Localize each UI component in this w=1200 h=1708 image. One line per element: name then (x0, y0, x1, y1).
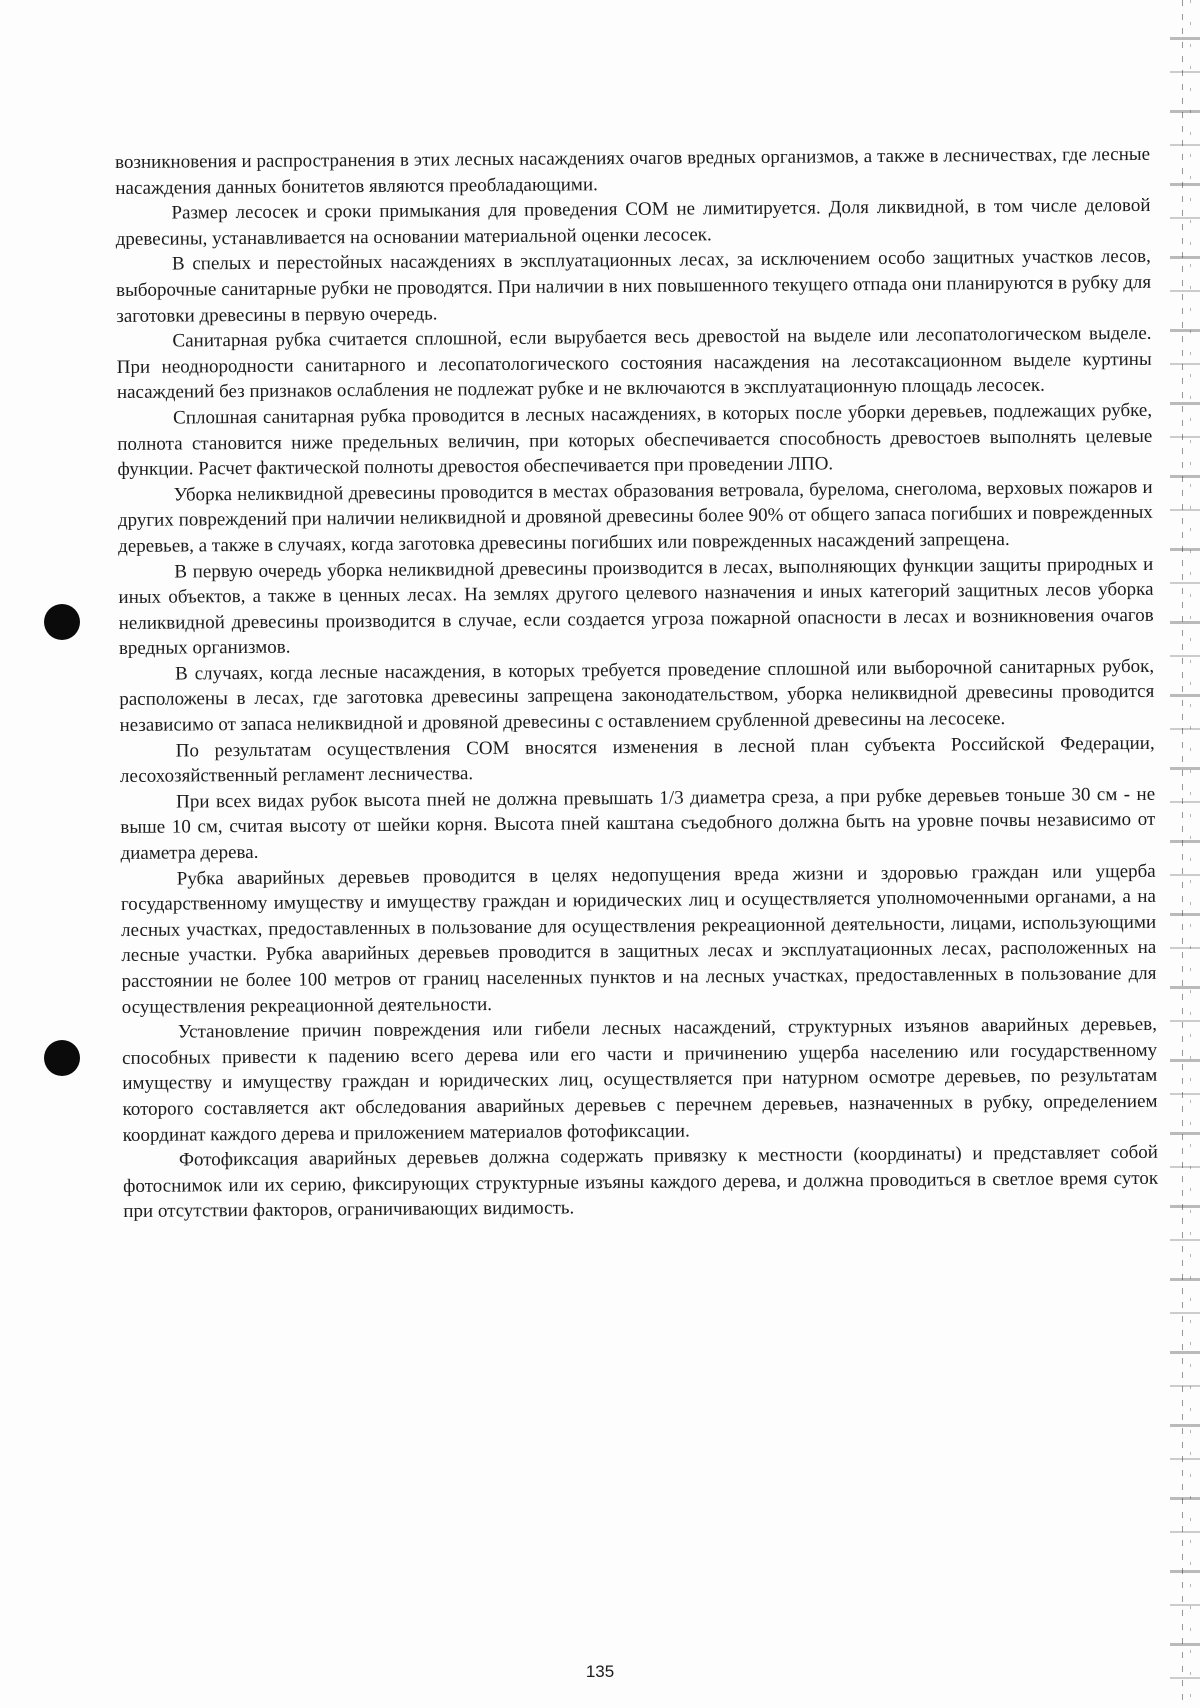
paragraph-stump-height: При всех видах рубок высота пней не должна превышать 1/3 диаметра среза, а при рубке деревьев тоньше 30 см - не выше 10 см, считая высоту от шейки корня. Высота пней каштана съедобного должна быть на уровне почвы независимо от диаметра дерева. (120, 783, 1156, 865)
punch-hole-upper (44, 604, 80, 640)
paragraph-lesoseki-size: Размер лесосек и сроки примыкания для проведения СОМ не лимитируется. Доля ликвидной, в том числе деловой древесины, устанавливается на основании материальной оценки лесосек. (115, 195, 1151, 250)
page-number: 135 (585, 1662, 615, 1681)
paragraph-nonmerchantable-removal: Уборка неликвидной древесины проводится в местах образования ветровала, бурелома, снеголома, верховых пожаров и других повреждений при наличии неликвидной и дровяной древесины более 90% от общего запаса погибших и поврежденных деревьев, а также в случаях, когда заготовка древесины погибших или поврежденных насаждений запрещена. (117, 476, 1153, 557)
scan-edge-artifact (1170, 0, 1200, 1708)
paragraph-clear-sanitary-cutting: Сплошная санитарная рубка проводится в лесных насаждениях, в которых после уборки деревьев, подлежащих рубке, полнота становится ниже предельных величин, при которых обеспечивается способность древостоев выполнять целевые функции. Расчет фактической полноты древостоя обеспечивается при проведении ЛПО. (117, 399, 1153, 481)
punch-hole-lower (44, 1040, 80, 1076)
paragraph-mature-stands: В спелых и перестойных насаждениях в эксплуатационных лесах, за исключением особо защитных участков лесов, выборочные санитарные рубки не проводятся. При наличии в них повышенного текущего отпада они планируются в рубку для заготовки древесины в первую очередь. (116, 246, 1152, 327)
paragraph-continuation: возникновения и распространения в этих лесных насаждениях очагов вредных организмов, а также в лесничествах, где лесные насаждения данных бонитетов являются преобладающими. (115, 143, 1151, 199)
body-text (115, 142, 1158, 1225)
paragraph-forest-plan-changes: По результатам осуществления СОМ вносятся изменения в лесной план субъекта Российской Федерации, лесохозяйственный регламент лесничества. (119, 732, 1155, 788)
paragraph-prohibited-harvest: В случаях, когда лесные насаждения, в которых требуется проведение сплошной или выборочной санитарных рубок, расположены в лесах, где заготовка древесины запрещена законодательством, уборка неликвидной древесины проводится независимо от запаса неликвидной и дровяной древесины с оставлением срубленной древесины на лесосеке. (119, 655, 1155, 737)
paragraph-clear-cut-definition: Санитарная рубка считается сплошной, если вырубается весь древостой на выделе или лесопатологическом выделе. При неоднородности санитарного и лесопатологического состояния насаждения на лесотаксационном выделе куртины насаждений без признаков ослабления не подлежат рубке и не включаются в эксплуатационную площадь лесосек. (116, 323, 1152, 404)
paragraph-photo-documentation: Фотофиксация аварийных деревьев должна содержать привязку к местности (координаты) и представляет собой фотоснимок или их серию, фиксирующих структурные изъяны каждого дерева, и должна проводиться в светлое время суток при отсутствии факторов, ограничивающих видимость. (123, 1141, 1159, 1223)
paragraph-hazard-trees: Рубка аварийных деревьев проводится в целях недопущения вреда жизни и здоровью граждан или ущерба государственному имуществу и имуществу граждан и юридических лиц и осуществляется уполномоченными органами, а на лесных участках, предоставленных в пользование для осуществления рекреационной деятельности, лицами, использующими лесные участки. Рубка аварийных деревьев проводится в защитных лесах и эксплуатационных лесах, расположенных на расстоянии не более 100 метров от границ населенных пунктов и на лесных участках, предоставленных в пользование для осуществления рекреационной деятельности. (120, 860, 1157, 1018)
paragraph-priority-removal: В первую очередь уборка неликвидной древесины производится в лесах, выполняющих функции защиты природных и иных объектов, а также в ценных лесах. На землях другого целевого назначения и иных категорий защитных лесов уборка неликвидной древесины производится в случае, если создается угроза пожарной опасности в лесах и возникновения очагов вредных организмов. (118, 553, 1154, 660)
paragraph-damage-causes: Установление причин повреждения или гибели лесных насаждений, структурных изъянов аварийных деревьев, способных привести к падению всего дерева или его части и причинению ущерба населению или государственному имуществу и имуществу граждан и юридических лиц, осуществляется при натурном осмотре деревьев, по результатам которого составляется акт обследования аварийных деревьев с перечнем деревьев, назначенных в рубку, определением координат каждого дерева и приложением материалов фотофиксации. (122, 1014, 1158, 1146)
